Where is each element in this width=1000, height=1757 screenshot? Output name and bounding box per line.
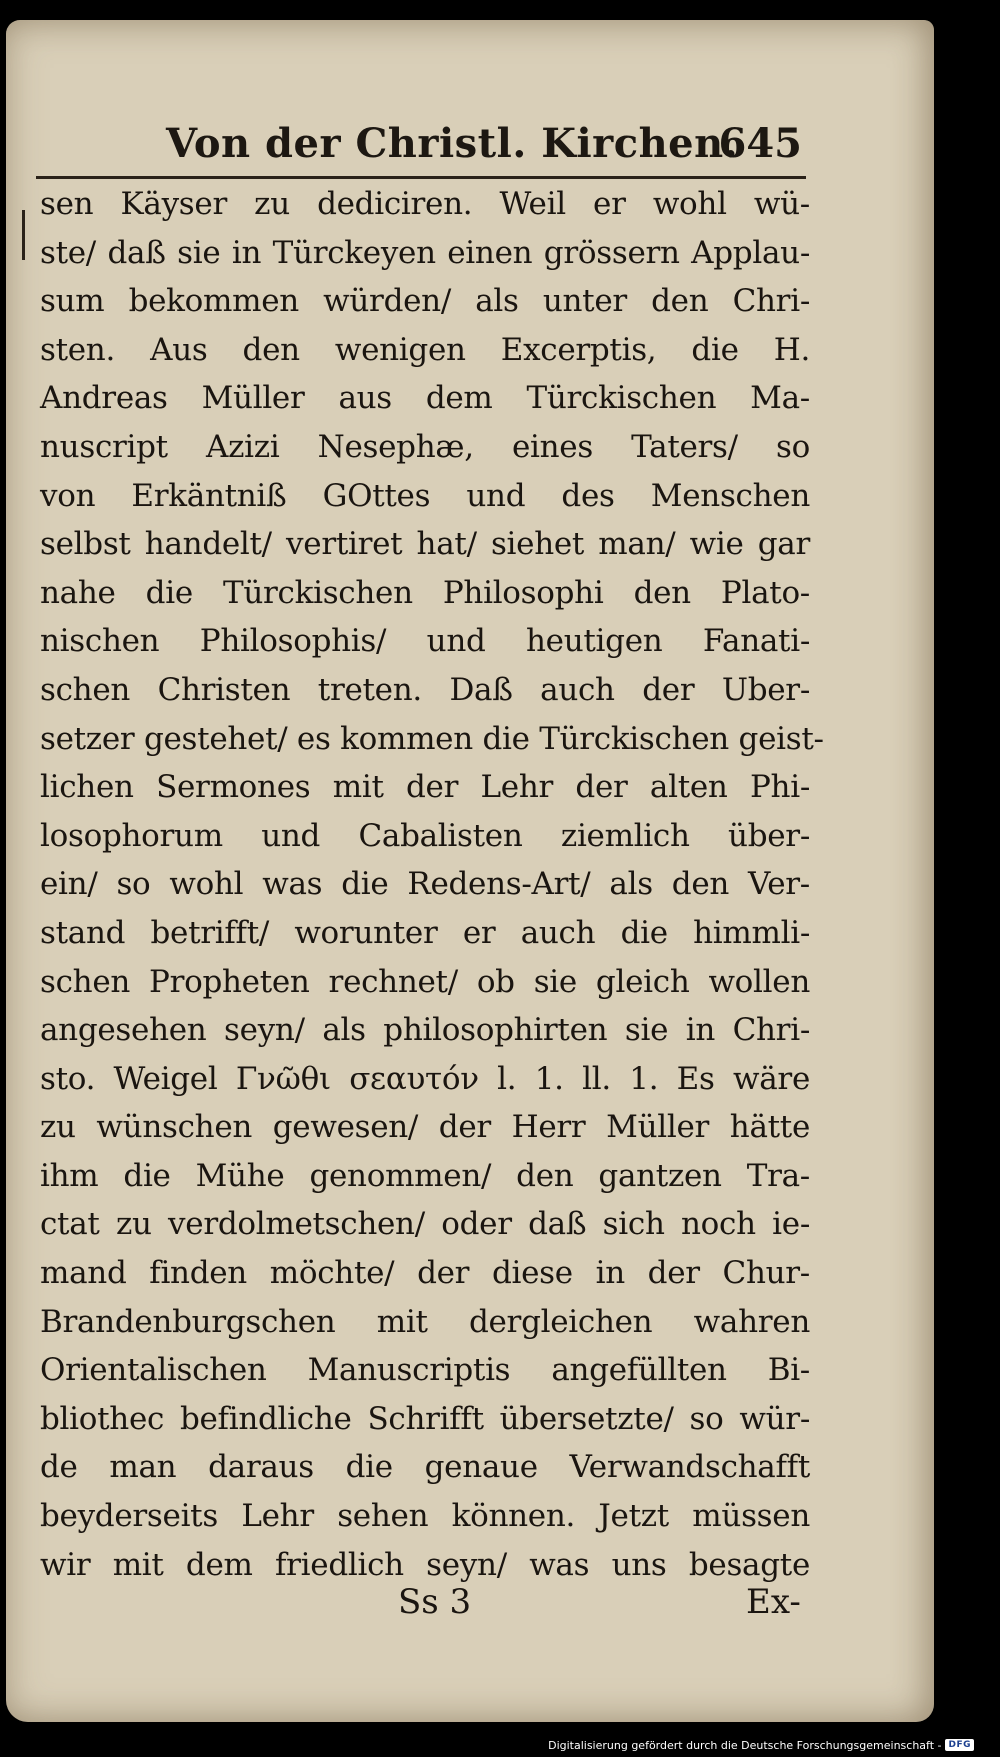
text-line: ihm die Mühe genommen/ den gantzen Tra- xyxy=(40,1157,810,1194)
text-line: sto. Weigel Γνῶθι σεαυτόν l. 1. ll. 1. Es wäre xyxy=(40,1060,810,1097)
running-head xyxy=(166,116,802,176)
text-line: nahe die Türckischen Philosophi den Plato- xyxy=(40,574,810,611)
text-line: wir mit dem friedlich seyn/ was uns besagte xyxy=(40,1546,810,1583)
text-line: setzer gestehet/ es kommen die Türckischen geist- xyxy=(40,720,824,757)
digitization-credit xyxy=(548,1737,974,1753)
margin-mark xyxy=(22,210,25,260)
text-line: angesehen seyn/ als philosophirten sie in Chri- xyxy=(40,1012,810,1049)
text-line: sen Käyser zu dediciren. Weil er wohl wü- xyxy=(40,186,810,222)
text-line: selbst handelt/ vertiret hat/ siehet man/ wie gar xyxy=(40,526,810,563)
catchword: Ex- xyxy=(746,1582,801,1622)
text-line: schen Propheten rechnet/ ob sie gleich wollen xyxy=(40,963,810,1000)
text-line: von Erkäntniß GOttes und des Menschen xyxy=(40,477,810,514)
text-line: losophorum und Cabalisten ziemlich über- xyxy=(40,817,810,854)
text-line: bliothec befindliche Schrifft übersetzte/ so wür- xyxy=(40,1400,810,1437)
book-page xyxy=(6,20,934,1722)
running-title: Von der Christl. Kirchen. xyxy=(166,120,739,167)
page-number: 645 xyxy=(718,120,802,167)
text-line: stand betrifft/ worunter er auch die himmli- xyxy=(40,914,810,951)
text-line: ein/ so wohl was die Redens-Art/ als den Ver- xyxy=(40,866,810,903)
text-line: nuscript Azizi Nesephæ, eines Taters/ so xyxy=(40,428,810,465)
text-line: nischen Philosophis/ und heutigen Fanati- xyxy=(40,623,810,660)
text-line: schen Christen treten. Daß auch der Uber- xyxy=(40,671,810,708)
signature-mark: Ss 3 xyxy=(398,1582,472,1622)
text-line: sum bekommen würden/ als unter den Chri- xyxy=(40,283,810,320)
text-line: sten. Aus den wenigen Excerptis, die H. xyxy=(40,331,810,368)
text-line: Orientalischen Manuscriptis angefüllten Bi- xyxy=(40,1352,810,1389)
dfg-logo: DFG xyxy=(945,1739,974,1751)
text-line: mand finden möchte/ der diese in der Chur- xyxy=(40,1255,810,1292)
text-line: lichen Sermones mit der Lehr der alten Phi- xyxy=(40,769,810,806)
text-line: Andreas Müller aus dem Türckischen Ma- xyxy=(40,380,810,417)
text-line: Brandenburgschen mit dergleichen wahren xyxy=(40,1303,810,1340)
credit-text: Digitalisierung gefördert durch die Deutsche Forschungsgemeinschaft - xyxy=(548,1738,942,1752)
text-line: ctat zu verdolmetschen/ oder daß sich noch ie- xyxy=(40,1206,810,1243)
text-line: beyderseits Lehr sehen können. Jetzt müssen xyxy=(40,1498,810,1535)
head-rule xyxy=(36,176,806,179)
text-line: de man daraus die genaue Verwandschafft xyxy=(40,1449,810,1486)
body-text xyxy=(40,180,824,1589)
text-line: zu wünschen gewesen/ der Herr Müller hätte xyxy=(40,1109,810,1146)
text-line: ste/ daß sie in Türckeyen einen grössern Applau- xyxy=(40,234,810,271)
